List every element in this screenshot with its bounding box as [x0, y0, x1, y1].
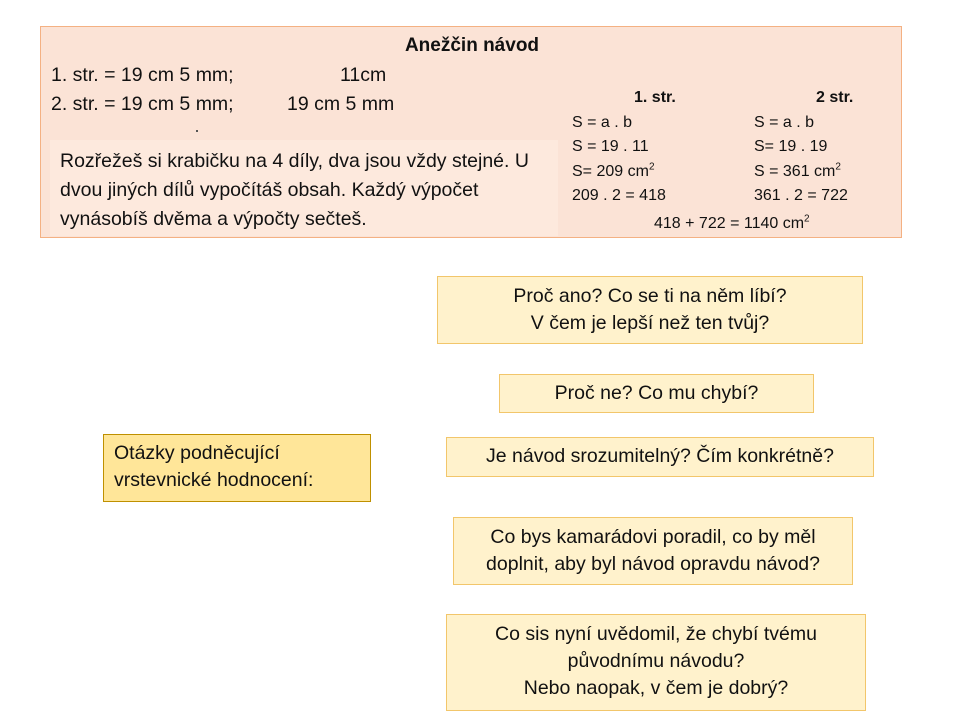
calc-col2-area: S = 361 $cm^2$ — [754, 161, 841, 180]
question-4-line-1: Co bys kamarádovi poradil, co by měl — [490, 526, 816, 548]
question-2: Proč ne? Co mu chybí? — [554, 382, 759, 404]
question-box-3 — [446, 437, 874, 477]
calc-col1-formula: S = a . b — [572, 113, 633, 131]
question-5-line-3: Nebo naopak, v čem je dobrý? — [523, 677, 789, 699]
question-5-line-2: původnímu návodu? — [567, 650, 745, 672]
calc-col1 — [572, 86, 742, 209]
question-box-4 — [453, 517, 853, 585]
instruction-text: Rozřežeš si krabičku na 4 díly, dva jsou vždy stejné. U dvou jiných dílů vypočítáš obsah. Každý výpočet vynásobíš dvěma a výpočty sečteš. — [60, 150, 529, 230]
calc-col1-header: 1. str. — [634, 89, 676, 106]
side2-measure: 2. str. = 19 cm 5 mm; — [51, 93, 234, 115]
question-box-5 — [446, 614, 866, 711]
side1-value: 11cm — [340, 64, 387, 86]
calc-col1-area: S= 209 $cm^2$ — [572, 161, 655, 180]
calc-col2-doubled: 361 . 2 = 722 — [754, 187, 848, 204]
dot-mark — [196, 130, 198, 132]
instruction-box — [50, 140, 558, 236]
side1-measure: 1. str. = 19 cm 5 mm; — [51, 64, 234, 86]
question-3: Je návod srozumitelný? Čím konkrétně? — [486, 445, 834, 467]
guide-title: Anežčin návod — [404, 35, 540, 56]
question-5-line-1: Co sis nyní uvědomil, že chybí tvému — [495, 623, 817, 645]
calc-col2-header: 2 str. — [816, 89, 854, 106]
question-box-1 — [437, 276, 863, 344]
calc-col1-doubled: 209 . 2 = 418 — [572, 187, 666, 204]
side2-value: 19 cm 5 mm — [287, 93, 395, 115]
questions-label: Otázky podněcující vrstevnické hodnocení: — [114, 442, 314, 491]
calc-col2-formula: S = a . b — [754, 113, 815, 131]
calc-col1-substitution: S = 19 . 11 — [572, 138, 649, 155]
question-1-line-1: Proč ano? Co se ti na něm líbí? — [513, 285, 787, 307]
calc-col2-substitution: S= 19 . 19 — [754, 138, 828, 155]
question-box-2 — [499, 374, 814, 413]
question-1-line-2: V čem je lepší než ten tvůj? — [530, 312, 770, 334]
question-4-line-2: doplnit, aby byl návod opravdu návod? — [486, 553, 820, 575]
calc-col2 — [754, 86, 902, 209]
calc-total: 418 + 722 = 1140 $cm^2$ — [654, 213, 810, 232]
questions-label-box — [103, 434, 371, 502]
